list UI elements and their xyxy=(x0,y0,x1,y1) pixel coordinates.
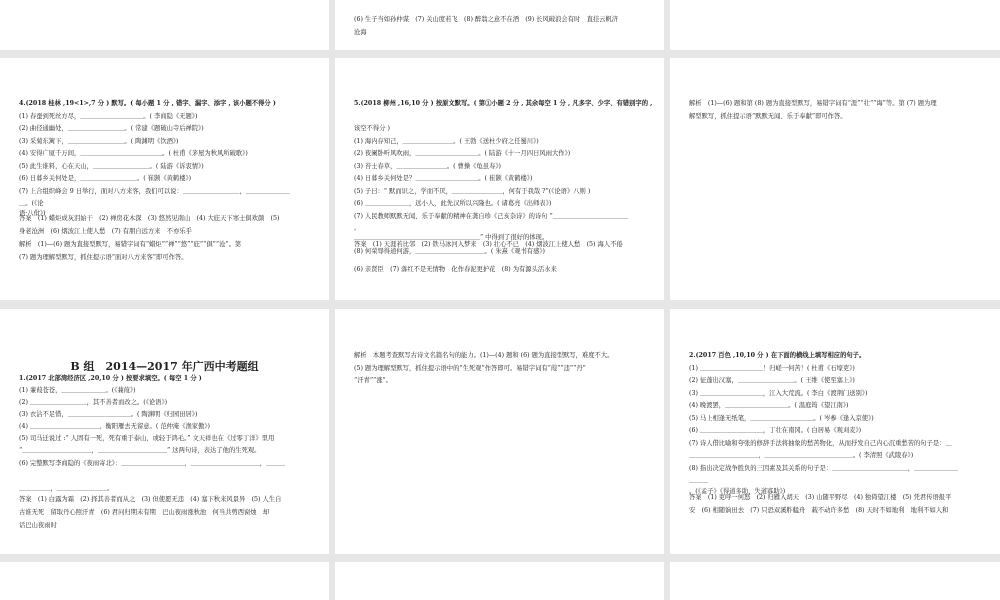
answer-line: 答案 (1) 蜡炬成灰泪始干 (2) 禅房花木深 (3) 悠然见南山 (4) 大庇天下寒士俱欢颜 (5) xyxy=(19,215,280,222)
question-line: (6) 完整默写李商隐的《夜雨寄北》：＿＿＿＿＿＿＿＿＿＿，＿＿＿＿＿＿＿＿＿＿＿，＿＿＿ xyxy=(19,460,285,467)
question-line: (1) 海内存知己，＿＿＿＿＿＿＿＿。( 王勃《送杜少府之任蜀川》) xyxy=(354,138,539,145)
answer-line: 话巴山夜雨时 xyxy=(19,522,57,529)
question-line: (4) ＿＿＿＿＿＿＿＿＿＿＿，衡阳雁去无留意。( 范仲淹《渔家傲》) xyxy=(19,423,210,430)
text-line: 沧海 xyxy=(354,29,367,36)
page-tile xyxy=(670,58,1000,300)
question-line: (5) 司马迁说过 :“ 人固有一死，死有重于泰山，或轻于鸿毛。” 文天祥也在《过零丁洋》里用 xyxy=(19,435,275,442)
question-line: ＿＿＿＿＿，＿＿＿＿＿＿＿＿。 xyxy=(19,485,114,492)
explanation-line: (5) 题为理解型默写，抓住提示语中的“生死观”作答即可。易错字词有“葭”“违”“丹” xyxy=(354,365,586,372)
explanation-line: (7) 题为理解型默写，抓住提示语“面对八方来客”即可作答。 xyxy=(19,254,188,261)
question-line: “＿＿＿＿＿＿＿＿＿＿＿，＿＿＿＿＿＿＿＿＿＿＿” 这两句诗，表达了他的生死观。 xyxy=(19,447,261,454)
question-title: 4.(2018 桂林 ,19<1>,7 分 ) 默写。( 每小题 1 分 , 错字、漏字、添字 , 该小题不得分 ) xyxy=(19,100,276,107)
question-line: (4) 日暮乡关何处是？＿＿＿＿＿＿＿＿＿＿。( 崔颢《黄鹤楼》) xyxy=(354,175,533,182)
page-tile xyxy=(335,562,664,600)
question-line: (7) 诗人借比喻和夸张的修辞手法将抽象的愁苦物化，从而抒发自己内心沉重愁苦的句子是：＿ xyxy=(689,440,952,447)
question-line: ＿。(《论 xyxy=(19,200,44,207)
question-line: (3) 衣沾不足惜，＿＿＿＿＿＿＿＿＿＿。( 陶渊明《归园田居》) xyxy=(19,411,198,418)
question-title: 1.(2017 北部湾经济区 ,20,10 分 ) 按要求填空。( 每空 1 分 ) xyxy=(19,375,202,382)
question-line: ＿＿＿＿＿＿＿＿＿＿＿，＿＿＿＿＿＿＿＿＿＿＿＿＿＿。( 李清照《武陵春》) xyxy=(689,452,914,459)
explanation-line: 解析 本题考查默写古诗文名篇名句的能力。(1)—(4) 题和 (6) 题为直接型默写，难度不大。 xyxy=(354,352,614,359)
question-line: (1) 春蚕到死丝方尽，＿＿＿＿＿＿＿＿＿＿。( 李商隐《无题》) xyxy=(19,113,198,120)
answer-line: 答案 (1) 白露为霜 (2) 择其善者而从之 (3) 但使愿无违 (4) 塞下秋来风景异 (5) 人生自 xyxy=(19,496,282,503)
section-heading: B 组 2014—2017 年广西中考题组 xyxy=(70,360,259,373)
question-line: (7) 上合组织峰会 9 日举行，面对八方来客，我们可以说：＿＿＿＿＿＿＿＿＿，＿＿＿＿＿＿＿ xyxy=(19,188,290,195)
answer-line: 安 (6) 相随饷田去 (7) 只恐双溪舴艋舟 载不动许多愁 (8) 天时不如地利 地利不如人和 xyxy=(689,507,949,514)
explanation-line: “汗青”“涨”。 xyxy=(354,377,393,384)
question-line: 。(《孟子》《得道多助，失道寡助》) xyxy=(689,488,786,495)
explanation-line: 解析 (1)—(6) 题为直接型默写，易错字词有“蜡炬”“禅”“悠”“庇”“俱”“沧”。第 xyxy=(19,241,242,248)
question-line: (4) 安得广厦千万间，＿＿＿＿＿＿＿＿＿＿＿＿＿。( 杜甫《茅屋为秋风所破歌》) xyxy=(19,150,248,157)
question-line: (5) 子曰：“ 默而识之，学而不厌，＿＿＿＿＿＿＿＿，何有于我哉 ?”(《论语》八则 ) xyxy=(354,188,591,195)
question-line: (3) 苔士春草，＿＿＿＿＿＿＿＿。( 曹操《龟虽寿》) xyxy=(354,163,501,170)
answer-line: (6) 亲贤臣 (7) 落红不是无情物 化作春泥更护花 (8) 为有源头活水来 xyxy=(354,266,557,273)
page-tile xyxy=(0,58,329,300)
question-line: (8) 指出决定战争胜负的三因素及其关系的句子是：＿＿＿＿＿＿＿＿＿＿＿＿，＿＿＿＿＿＿＿ xyxy=(689,465,959,472)
answer-line: 身老沧洲 (6) 烟波江上使人愁 (7) 有朋自远方来 不亦乐乎 xyxy=(19,228,192,235)
question-title: 2.(2017 百色 ,10,10 分 ) 在下面的横线上填写相应的句子。 xyxy=(689,352,866,359)
question-line: (4) 晚渡罢，＿＿＿＿＿＿＿＿＿＿。( 温庭筠《望江南》) xyxy=(689,402,849,409)
question-line: (6) ＿＿＿＿＿＿＿＿＿＿，丁壮在南冈。( 白居易《观刈麦》) xyxy=(689,427,862,434)
question-line: ＿＿＿＿＿＿＿＿＿＿＿＿＿＿＿＿＿＿＿＿” 中得到了很好的体现。 xyxy=(354,234,549,241)
question-line: (3) 采菊东篱下，＿＿＿＿＿＿＿＿＿。( 陶渊明《饮酒》) xyxy=(19,138,179,145)
page-tile xyxy=(670,309,1000,554)
page-tile xyxy=(0,309,329,554)
page-tile xyxy=(0,0,329,50)
question-line: (2) 征蓬出汉塞，＿＿＿＿＿＿＿＿＿。( 王维《使至塞上》) xyxy=(689,377,855,384)
answer-line: 答案 (1) 天涯若比邻 (2) 铁马冰河入梦来 (3) 壮心不已 (4) 烟波江上使人愁 (5) 海人不倦 xyxy=(354,241,623,248)
question-line: ， xyxy=(354,224,361,231)
page-tile xyxy=(0,562,329,600)
question-line: (2) ＿＿＿＿＿＿＿＿＿，其不善者而改之。(《论语》) xyxy=(19,399,168,406)
page-tile xyxy=(670,0,1000,50)
question-line: (7) 人民教师默默无闻、乐于奉献的精神在龚自珍《己亥杂诗》的诗句 “＿＿＿＿＿＿＿＿＿＿＿＿ xyxy=(354,213,629,220)
page-tile xyxy=(335,0,664,50)
question-line: (6) 日暮乡关何处是，＿＿＿＿＿＿＿＿＿。( 崔颢《黄鹤楼》) xyxy=(19,175,192,182)
page-tile xyxy=(670,562,1000,600)
question-line: (3) ＿＿＿＿＿＿＿＿＿＿，江入大荒流。( 李白《渡荆门送别》) xyxy=(689,390,868,397)
question-line: 该空不得分 ) xyxy=(354,125,390,132)
question-line: (2) 夜阑卧听风吹雨，＿＿＿＿＿＿＿＿＿＿。( 陆游《十一月四日风雨大作》) xyxy=(354,150,571,157)
text-line: (6) 生子当如孙仲谋 (7) 关山度若飞 (8) 醉翁之意不在酒 (9) 长风破浪会有时 直挂云帆济 xyxy=(354,16,619,23)
question-line: (5) 此生谁料，心在天山，＿＿＿＿＿＿＿＿＿。( 陆游《诉衷情》) xyxy=(19,163,204,170)
question-line: (6) ＿＿＿＿＿＿＿，远小人，此先汉所以兴隆也。( 诸葛亮《出师表》) xyxy=(354,200,552,207)
question-line: 语·八佾》) xyxy=(19,210,46,217)
page-tile xyxy=(335,309,664,554)
explanation-line: 解型默写，抓住提示语“默默无闻、乐于奉献”即可作答。 xyxy=(689,113,847,120)
question-line: (2) 曲径通幽处，＿＿＿＿＿＿＿＿＿。( 常建《题破山寺后禅院》) xyxy=(19,125,204,132)
question-line: (8) 何荣辱得道何游，＿＿＿＿＿＿＿＿＿＿＿。( 朱熹《观书有感》) xyxy=(354,248,545,255)
explanation-line: 解析 (1)—(6) 题和第 (8) 题为直接型默写，易错字词有“涯”“壮”“诲”等。第 (7) 题为理 xyxy=(689,100,937,107)
answer-line: 古谁无死 留取丹心照汗青 (6) 君问归期未有期 巴山夜雨涨秋池 何当共剪西窗烛 却 xyxy=(19,509,270,516)
question-line: (1) 蒹葭苍苍，＿＿＿＿＿＿＿。(《蒹葭》) xyxy=(19,387,136,394)
answer-line: 答案 (1) 吏呼一何怒 (2) 归雁入胡天 (3) 山随平野尽 (4) 独倚望江楼 (5) 凭君传语报平 xyxy=(689,494,952,501)
question-line: (5) 马上相逢无纸笔，＿＿＿＿＿＿＿＿＿＿。( 岑参《逢入京使》) xyxy=(689,415,874,422)
question-title: 5.(2018 柳州 ,16,10 分 ) 按原文默写。( 第①小题 2 分 , 其余每空 1 分 , 凡多字、少字、有错别字的 , xyxy=(354,100,653,107)
question-line: ＿＿＿ xyxy=(689,477,708,484)
question-line: (1) ＿＿＿＿＿＿＿＿＿＿！归嵯一何苦！( 杜甫《石壕吏》) xyxy=(689,365,855,372)
page-tile xyxy=(335,58,664,300)
